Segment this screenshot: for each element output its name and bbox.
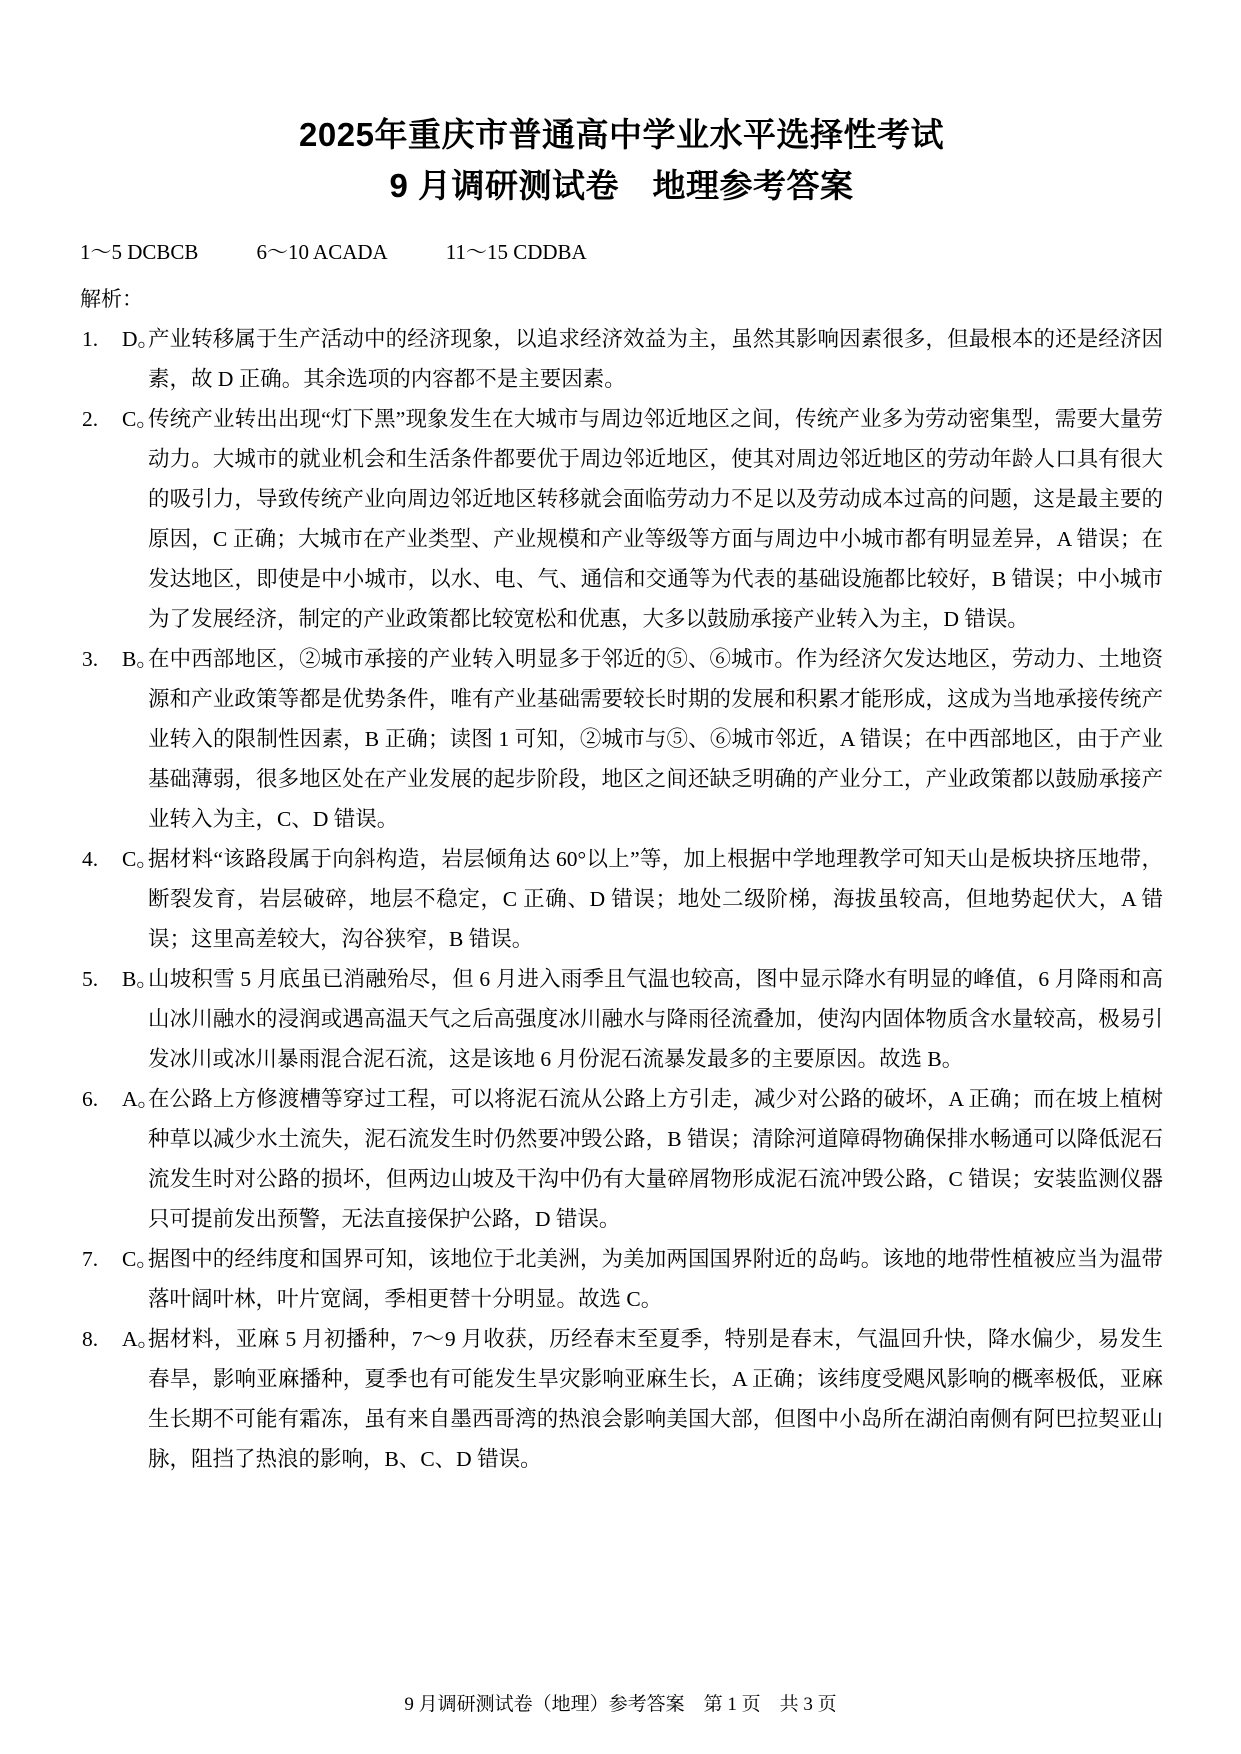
item-text: 山坡积雪 5 月底虽已消融殆尽，但 6 月进入雨季且气温也较高，图中显示降水有明显的峰值，6 月降雨和高山冰川融水的浸润或遇高温天气之后高强度冰川融水与降雨径流叠加，使沟内固体物质含水量较高，极易引发冰川或冰川暴雨混合泥石流，这是该地 6 月份泥石流暴发最多的主要原因。故选 B。 xyxy=(148,967,1163,1071)
item-text: 在公路上方修渡槽等穿过工程，可以将泥石流从公路上方引走，减少对公路的破坏，A 正确；而在坡上植树种草以减少水土流失，泥石流发生时仍然要冲毁公路，B 错误；清除河道障碍物确保排水畅通可以降低泥石流发生时对公路的损坏，但两边山坡及干沟中仍有大量碎屑物形成泥石流冲毁公路，C 错误；安装监测仪器只可提前发出预警，无法直接保护公路，D 错误。 xyxy=(148,1087,1163,1231)
item-number: 2. xyxy=(82,407,99,431)
explanation-item-4 xyxy=(80,839,1163,959)
item-number: 7. xyxy=(82,1247,99,1271)
explanation-item-1 xyxy=(80,319,1163,399)
item-answer: B。 xyxy=(122,647,158,671)
item-text: 据图中的经纬度和国界可知，该地位于北美洲，为美加两国国界附近的岛屿。该地的地带性植被应当为温带落叶阔叶林，叶片宽阔，季相更替十分明显。故选 C。 xyxy=(148,1247,1163,1311)
item-text: 在中西部地区，②城市承接的产业转入明显多于邻近的⑤、⑥城市。作为经济欠发达地区，劳动力、土地资源和产业政策等都是优势条件，唯有产业基础需要较长时期的发展和积累才能形成，这成为当地承接传统产业转入的限制性因素，B 正确；读图 1 可知，②城市与⑤、⑥城市邻近，A 错误；在中西部地区，由于产业基础薄弱，很多地区处在产业发展的起步阶段，地区之间还缺乏明确的产业分工，产业政策都以鼓励承接产业转入为主，C、D 错误。 xyxy=(148,647,1163,831)
answer-key-group-3: 11～15 CDDBA xyxy=(445,240,587,264)
explanation-item-3 xyxy=(80,639,1163,839)
item-text: 据材料，亚麻 5 月初播种，7～9 月收获，历经春末至夏季，特别是春末，气温回升快，降水偏少，易发生春旱，影响亚麻播种，夏季也有可能发生旱灾影响亚麻生长，A 正确；该纬度受飓风影响的概率极低，亚麻生长期不可能有霜冻，虽有来自墨西哥湾的热浪会影响美国大部，但图中小岛所在湖泊南侧有阿巴拉契亚山脉，阻挡了热浪的影响，B、C、D 错误。 xyxy=(148,1327,1163,1471)
item-answer: C。 xyxy=(122,407,158,431)
item-answer: C。 xyxy=(122,1247,158,1271)
page-footer: 9 月调研测试卷（地理）参考答案 第 1 页 共 3 页 xyxy=(404,1694,837,1715)
item-number: 4. xyxy=(82,847,99,871)
item-number: 8. xyxy=(82,1327,99,1351)
item-text: 传统产业转出出现“灯下黑”现象发生在大城市与周边邻近地区之间，传统产业多为劳动密集型，需要大量劳动力。大城市的就业机会和生活条件都要优于周边邻近地区，使其对周边邻近地区的劳动年龄人口具有很大的吸引力，导致传统产业向周边邻近地区转移就会面临劳动力不足以及劳动成本过高的问题，这是最主要的原因，C 正确；大城市在产业类型、产业规模和产业等级等方面与周边中小城市都有明显差异，A 错误；在发达地区，即使是中小城市，以水、电、气、通信和交通等为代表的基础设施都比较好，B 错误；中小城市为了发展经济，制定的产业政策都比较宽松和优惠，大多以鼓励承接产业转入为主，D 错误。 xyxy=(148,407,1163,631)
item-answer: C。 xyxy=(122,847,158,871)
explanation-list xyxy=(80,319,1163,1479)
item-text: 产业转移属于生产活动中的经济现象，以追求经济效益为主，虽然其影响因素很多，但最根本的还是经济因素，故 D 正确。其余选项的内容都不是主要因素。 xyxy=(148,327,1163,391)
answer-key-row xyxy=(80,239,1163,265)
explanation-item-2 xyxy=(80,399,1163,639)
explanation-item-6 xyxy=(80,1079,1163,1239)
item-answer: D。 xyxy=(122,327,160,351)
explanation-item-5 xyxy=(80,959,1163,1079)
item-answer: A。 xyxy=(122,1327,160,1351)
item-number: 6. xyxy=(82,1087,99,1111)
page-title: 2025年重庆市普通高中学业水平选择性考试 xyxy=(299,116,944,153)
page-subtitle: 9 月调研测试卷 地理参考答案 xyxy=(389,167,854,204)
item-number: 5. xyxy=(82,967,99,991)
answer-key-group-2: 6～10 ACADA xyxy=(256,240,388,264)
item-number: 3. xyxy=(82,647,99,671)
explanation-item-8 xyxy=(80,1319,1163,1479)
answer-key-group-1: 1～5 DCBCB xyxy=(80,240,199,264)
item-number: 1. xyxy=(82,327,99,351)
explanation-item-7 xyxy=(80,1239,1163,1319)
analysis-heading: 解析： xyxy=(80,287,143,311)
item-answer: A。 xyxy=(122,1087,160,1111)
item-answer: B。 xyxy=(122,967,158,991)
item-text: 据材料“该路段属于向斜构造，岩层倾角达 60°以上”等，加上根据中学地理教学可知天山是板块挤压地带，断裂发育，岩层破碎，地层不稳定，C 正确、D 错误；地处二级阶梯，海拔虽较高，但地势起伏大，A 错误；这里高差较大，沟谷狭窄，B 错误。 xyxy=(148,847,1163,951)
